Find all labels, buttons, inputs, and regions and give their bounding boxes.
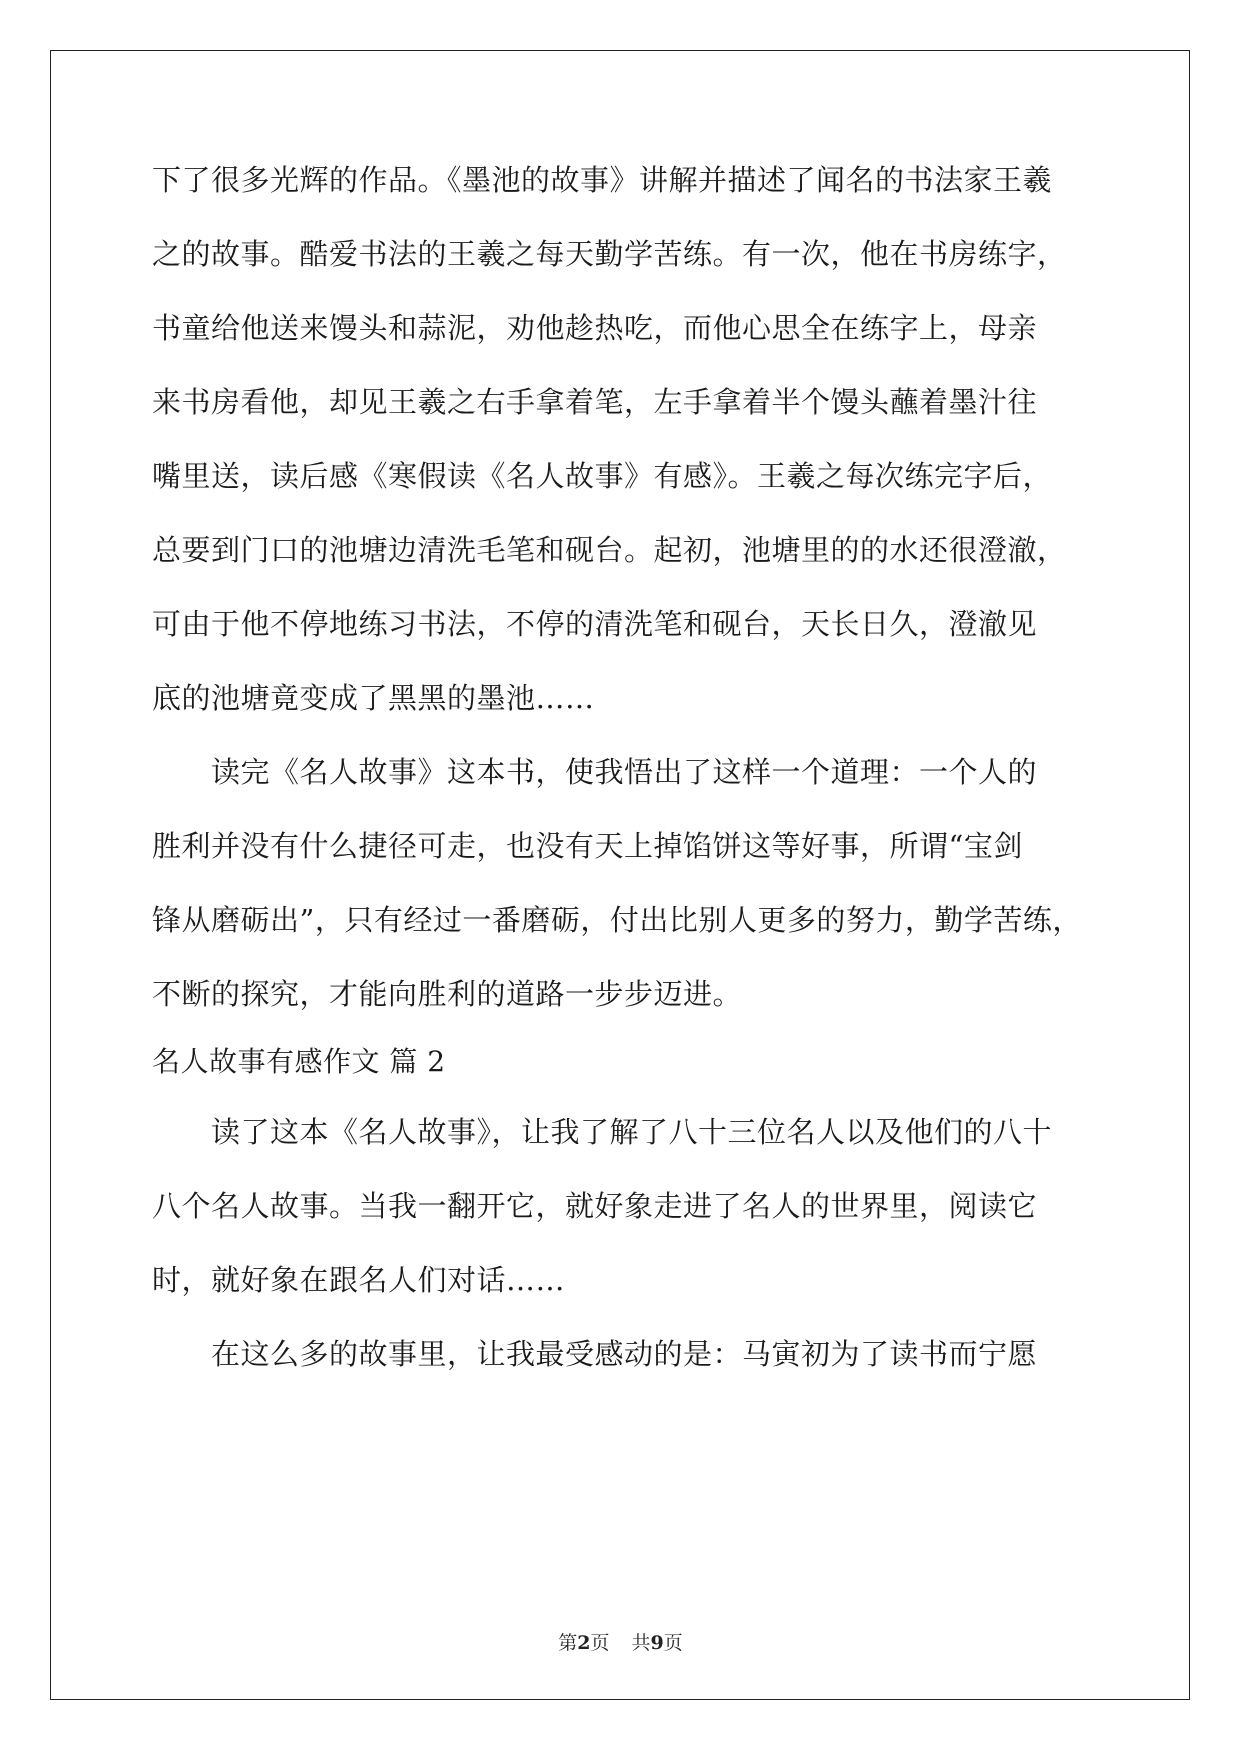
- text-line: 时，就好象在跟名人们对话……: [152, 1263, 566, 1297]
- total-prefix: 共: [631, 1632, 651, 1654]
- text-line: 锋从磨砺出”，只有经过一番磨砺，付出比别人更多的努力，勤学苦练，: [152, 903, 1082, 937]
- page-border: [50, 50, 1190, 1700]
- text-line: 嘴里送，读后感《寒假读《名人故事》有感》。王羲之每次练完字后，: [152, 459, 1053, 493]
- text-line: 不断的探究，才能向胜利的道路一步步迈进。: [152, 977, 743, 1011]
- page-suffix: 页: [590, 1632, 610, 1654]
- text-line: 下了很多光辉的作品。《墨池的故事》讲解并描述了闻名的书法家王羲: [152, 163, 1053, 197]
- text-line: 八个名人故事。当我一翻开它，就好象走进了名人的世界里，阅读它: [152, 1189, 1038, 1223]
- page-footer: [0, 1628, 1241, 1655]
- text-line: 胜利并没有什么捷径可走，也没有天上掉馅饼这等好事，所谓“宝剑: [152, 829, 1023, 863]
- text-line: 在这么多的故事里，让我最受感动的是：马寅初为了读书而宁愿: [152, 1337, 1038, 1371]
- text-line: 读完《名人故事》这本书，使我悟出了这样一个道理：一个人的: [152, 755, 1038, 789]
- text-line: 可由于他不停地练习书法，不停的清洗笔和砚台，天长日久，澄澈见: [152, 607, 1038, 641]
- text-line: 之的故事。酷爱书法的王羲之每天勤学苦练。有一次，他在书房练字，: [152, 237, 1067, 271]
- text-line: 总要到门口的池塘边清洗毛笔和砚台。起初，池塘里的的水还很澄澈，: [152, 533, 1067, 567]
- text-line: 底的池塘竟变成了黑黑的墨池……: [152, 681, 595, 715]
- section-heading: 名人故事有感作文 篇 2: [152, 1045, 446, 1078]
- text-line: 读了这本《名人故事》，让我了解了八十三位名人以及他们的八十: [152, 1115, 1053, 1149]
- text-line: 来书房看他，却见王羲之右手拿着笔，左手拿着半个馒头蘸着墨汁往: [152, 385, 1038, 419]
- page-prefix: 第: [558, 1632, 578, 1654]
- page-current: 2: [577, 1632, 591, 1654]
- page-total: 9: [650, 1632, 664, 1654]
- text-line: 书童给他送来馒头和蒜泥，劝他趁热吃，而他心思全在练字上，母亲: [152, 311, 1038, 345]
- total-suffix: 页: [663, 1632, 683, 1654]
